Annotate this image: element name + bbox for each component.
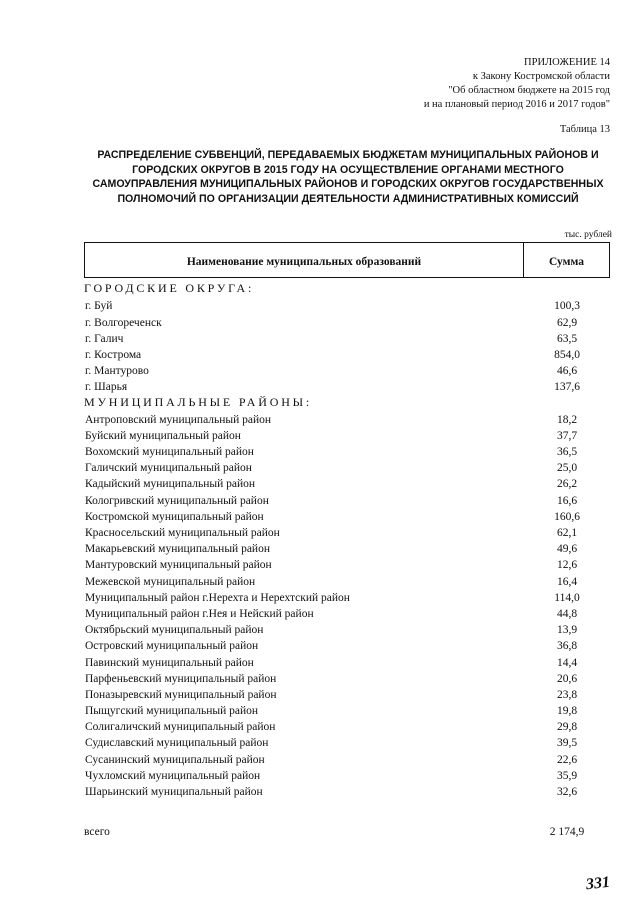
municipality-name: Островский муниципальный район — [85, 640, 259, 653]
municipality-name: Костромской муниципальный район — [85, 510, 264, 523]
amount-value: 39,5 — [556, 737, 578, 750]
table-row — [84, 749, 610, 765]
amount-value: 63,5 — [556, 332, 578, 345]
amount-value: 20,6 — [556, 672, 578, 685]
table-row — [84, 442, 610, 458]
table-row — [84, 669, 610, 685]
table-body — [84, 280, 610, 798]
table-row — [84, 636, 610, 652]
table-row — [84, 345, 610, 361]
total-row — [84, 826, 610, 838]
amount-value: 37,7 — [556, 429, 578, 442]
municipality-name: Муниципальный район г.Нея и Нейский район — [85, 607, 314, 620]
municipality-name: г. Мантурово — [85, 365, 149, 378]
municipality-name: г. Волгореченск — [85, 316, 162, 329]
title-line: ПОЛНОМОЧИЙ ПО ОРГАНИЗАЦИИ ДЕЯТЕЛЬНОСТИ АДМИНИСТРАТИВНЫХ КОМИССИЙ — [117, 192, 579, 205]
table-row — [84, 571, 610, 587]
table-row — [84, 296, 610, 312]
table-row — [84, 539, 610, 555]
amount-value: 18,2 — [556, 413, 578, 426]
appendix-line: "Об областном бюджете на 2015 год — [448, 85, 610, 96]
municipality-name: Мантуровский муниципальный район — [85, 559, 272, 572]
amount-value: 26,2 — [556, 478, 578, 491]
amount-value: 137,6 — [554, 381, 580, 394]
section-heading — [84, 280, 610, 296]
table-row — [84, 733, 610, 749]
municipality-name: Красносельский муниципальный район — [85, 527, 280, 539]
amount-value: 32,6 — [556, 786, 578, 798]
table-row — [84, 766, 610, 782]
table-row — [84, 685, 610, 701]
amount-value: 16,4 — [556, 575, 578, 588]
table-row — [84, 588, 610, 604]
table-row — [84, 782, 610, 798]
table-number: Таблица 13 — [559, 124, 610, 135]
amount-value: 22,6 — [556, 753, 578, 766]
amount-value: 160,6 — [554, 510, 580, 523]
amount-value: 29,8 — [556, 721, 578, 734]
municipality-name: Макарьевский муниципальный район — [85, 543, 270, 556]
total-value: 2 174,9 — [549, 826, 585, 838]
amount-value: 854,0 — [554, 348, 580, 361]
amount-value: 12,6 — [556, 559, 578, 572]
municipality-name: Солигаличский муниципальный район — [85, 721, 276, 734]
municipality-name: Парфеньевский муниципальный район — [85, 672, 277, 685]
municipality-name: Кадыйский муниципальный район — [85, 478, 256, 491]
municipality-name: Буйский муниципальный район — [85, 429, 241, 442]
amount-value: 25,0 — [556, 462, 578, 475]
table-row — [84, 555, 610, 571]
title-line: ГОРОДСКИХ ОКРУГОВ В 2015 ГОДУ НА ОСУЩЕСТВЛЕНИЕ ОРГАНАМИ МЕСТНОГО — [132, 163, 564, 176]
amount-value: 36,5 — [556, 446, 578, 459]
table-row — [84, 426, 610, 442]
amount-value: 114,0 — [554, 591, 580, 604]
municipality-name: Судиславский муниципальный район — [85, 737, 269, 750]
title-line: РАСПРЕДЕЛЕНИЕ СУБВЕНЦИЙ, ПЕРЕДАВАЕМЫХ БЮДЖЕТАМ МУНИЦИПАЛЬНЫХ РАЙОНОВ И — [97, 149, 599, 161]
municipality-name: Чухломский муниципальный район — [85, 769, 261, 782]
municipality-name: Октябрьский муниципальный район — [85, 624, 264, 637]
amount-value: 62,1 — [556, 527, 578, 539]
total-label: всего — [84, 826, 110, 838]
amount-value: 44,8 — [556, 607, 578, 620]
table-row — [84, 490, 610, 506]
table-header — [84, 242, 610, 278]
amount-value: 62,9 — [556, 316, 578, 329]
section-heading-label: МУНИЦИПАЛЬНЫЕ РАЙОНЫ: — [84, 394, 313, 409]
title-line: САМОУПРАВЛЕНИЯ МУНИЦИПАЛЬНЫХ РАЙОНОВ И ГОРОДСКИХ ОКРУГОВ ГОСУДАРСТВЕННЫХ — [92, 178, 604, 190]
municipality-name: Галичский муниципальный район — [85, 462, 252, 475]
municipality-name: Вохомский муниципальный район — [85, 446, 254, 459]
table-row — [84, 620, 610, 636]
table-row — [84, 717, 610, 733]
section-heading — [84, 393, 610, 409]
table-row — [84, 361, 610, 377]
table-row — [84, 377, 610, 393]
section-heading-label: ГОРОДСКИЕ ОКРУГА: — [84, 281, 255, 296]
municipality-name: Межевской муниципальный район — [85, 575, 256, 588]
table-row — [84, 604, 610, 620]
appendix-line: ПРИЛОЖЕНИЕ 14 — [524, 57, 610, 68]
amount-value: 23,8 — [556, 688, 578, 701]
amount-value: 14,4 — [556, 656, 578, 669]
amount-value: 36,8 — [556, 640, 578, 653]
table-row — [84, 652, 610, 668]
appendix-line: и на плановый период 2016 и 2017 годов" — [423, 99, 610, 110]
municipality-name: Шарьинский муниципальный район — [85, 786, 263, 798]
column-header-name: Наименование муниципальных образований — [186, 256, 422, 268]
municipality-name: Поназыревский муниципальный район — [85, 688, 277, 701]
column-header-sum: Сумма — [523, 243, 609, 277]
municipality-name: г. Шарья — [85, 381, 128, 394]
amount-value: 100,3 — [554, 300, 580, 313]
amount-value: 13,9 — [556, 624, 578, 637]
appendix-header — [424, 56, 610, 112]
amount-value: 16,6 — [556, 494, 578, 507]
amount-value: 49,6 — [556, 543, 578, 556]
table-row — [84, 458, 610, 474]
table-row — [84, 523, 610, 539]
municipality-name: Павинский муниципальный район — [85, 656, 254, 669]
municipality-name: Пыщугский муниципальный район — [85, 705, 259, 718]
municipality-name: г. Буй — [85, 300, 113, 313]
amount-value: 46,6 — [556, 365, 578, 378]
municipality-name: Антроповский муниципальный район — [85, 413, 272, 426]
table-row — [84, 312, 610, 328]
municipality-name: г. Галич — [85, 332, 124, 345]
page-number: 331 — [585, 873, 611, 894]
municipality-name: Сусанинский муниципальный район — [85, 753, 265, 766]
units-label: тыс. рублей — [564, 230, 612, 240]
table-row — [84, 329, 610, 345]
table-row — [84, 410, 610, 426]
amount-value: 19,8 — [556, 705, 578, 718]
table-row — [84, 701, 610, 717]
appendix-line: к Закону Костромской области — [472, 71, 610, 82]
table-row — [84, 507, 610, 523]
municipality-name: г. Кострома — [85, 348, 142, 361]
municipality-name: Муниципальный район г.Нерехта и Нерехтский район — [85, 591, 350, 604]
amount-value: 35,9 — [556, 769, 578, 782]
document-title — [80, 148, 616, 206]
municipality-name: Кологривский муниципальный район — [85, 494, 269, 507]
table-row — [84, 474, 610, 490]
